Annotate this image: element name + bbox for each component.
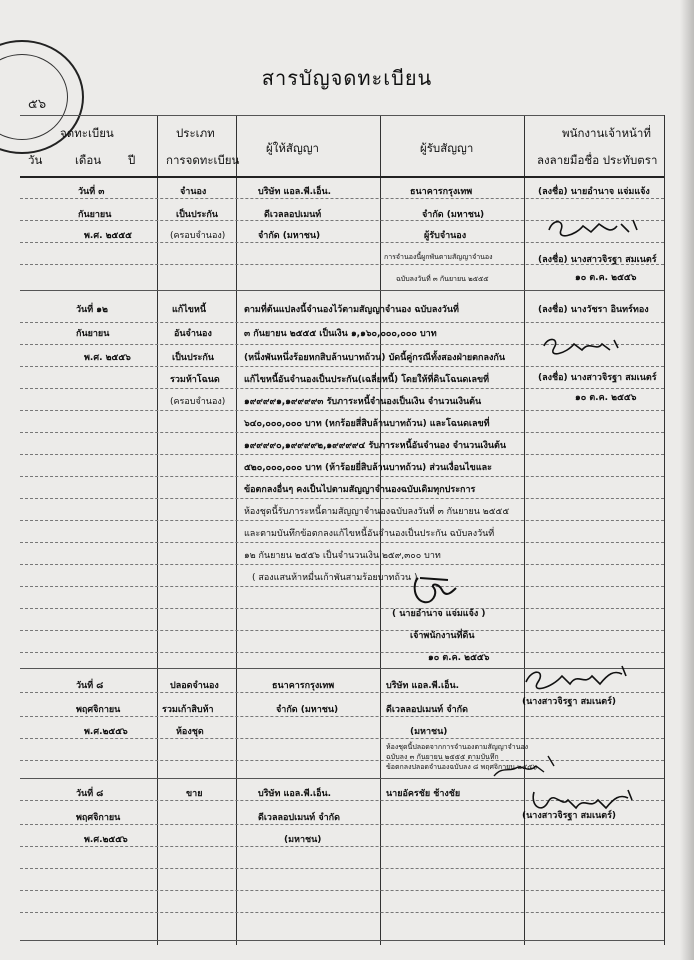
entry1-type-2: เป็นประกัน xyxy=(176,210,218,220)
entry1-handwritten-signature xyxy=(545,214,645,240)
header-type-1: ประเภท xyxy=(176,126,215,140)
header-official-2: ลงลายมือชื่อ ประทับตรา xyxy=(537,153,658,167)
ruled-line xyxy=(20,366,664,367)
entry-separator-line xyxy=(20,778,664,779)
entry3-note-2: ฉบับลง ๓ กันยายน ๒๕๕๕ ตามบันทึก xyxy=(386,753,499,761)
entry2-type-2: อันจำนอง xyxy=(174,329,212,339)
ruled-line xyxy=(20,692,664,693)
entry3-type-1: ปลอดจำนอง xyxy=(170,681,219,691)
entry2-type-4: รวมห้าโฉนด xyxy=(170,375,220,385)
header-grantee: ผู้รับสัญญา xyxy=(420,141,474,155)
header-registration: จดทะเบียน xyxy=(60,126,114,140)
entry3-note-1: ห้องชุดนี้ปลอดจากการจำนองตามสัญญาจำนอง xyxy=(386,743,529,751)
ruled-line xyxy=(20,432,664,433)
entry2-official-date: ๑๐ ต.ค. ๒๕๕๖ xyxy=(575,393,637,403)
entry2-officer-signature xyxy=(408,574,468,608)
entry2-type-1: แก้ไขหนี้ xyxy=(172,305,207,315)
entry4-grantor-2: ดีเวลลอปเมนท์ จำกัด xyxy=(258,813,340,823)
right-border xyxy=(664,115,665,945)
entry1-grantee-3: ผู้รับจำนอง xyxy=(424,231,467,241)
ruled-line xyxy=(20,388,664,389)
entry2-signer-date: ๑๐ ต.ค. ๒๕๕๖ xyxy=(428,653,490,663)
entry2-type-5: (ครอบจำนอง) xyxy=(170,397,226,407)
entry4-date-month: พฤศจิกายน xyxy=(76,813,121,823)
entry2-body-8: ๕๒๐,๐๐๐,๐๐๐ บาท (ห้าร้อยยี่สิบล้านบาทถ้วน) ส่วนเงื่อนไขและ xyxy=(244,463,492,473)
ruled-line xyxy=(20,738,664,739)
entry4-date-year: พ.ศ.๒๕๕๖ xyxy=(84,835,128,845)
entry2-body-7: ๑๙๙๙๙๐,๑๙๙๙๙๒,๑๙๙๙๙๔ รับภาระหนี้อันจำนอง จำนวนเงินต้น xyxy=(244,441,507,451)
ruled-line xyxy=(20,242,664,243)
ruled-line xyxy=(20,868,664,869)
ruled-line xyxy=(20,652,664,653)
ruled-line xyxy=(20,760,664,761)
entry2-official-2: (ลงชื่อ) นางสาวจิรฐา สมเนตร์ xyxy=(538,373,657,383)
ruled-line xyxy=(20,890,664,891)
entry2-body2-2: และตามบันทึกข้อตกลงแก้ไขหนี้อันจำนองเป็นประกัน ฉบับลงวันที่ xyxy=(244,529,495,539)
entry4-grantee-1: นายอัครชัย ช้างชัย xyxy=(386,789,461,799)
entry2-body2-4: ( สองแสนห้าหมื่นเก้าพันสามร้อยบาทถ้วน ) xyxy=(252,573,418,583)
entry3-type-3: ห้องชุด xyxy=(176,727,204,737)
entry2-body2-3: ๑๒ กันยายน ๒๕๕๖ เป็นจำนวนเงิน ๒๕๙,๓๐๐ บาท xyxy=(244,551,441,561)
entry3-date-month: พฤศจิกายน xyxy=(76,705,121,715)
header-top-rule xyxy=(20,115,664,116)
margin-handwritten-mark xyxy=(490,752,560,782)
ruled-line xyxy=(20,716,664,717)
entry4-grantor-1: บริษัท แอล.พี.เอ็น. xyxy=(258,789,332,799)
entry3-date-day: วันที่ ๘ xyxy=(76,681,104,691)
header-bottom-rule xyxy=(20,176,664,178)
entry1-type-1: จำนอง xyxy=(180,187,207,197)
entry2-type-3: เป็นประกัน xyxy=(172,353,214,363)
entry1-official-1: (ลงชื่อ) นายอำนาจ แจ่มแจ้ง xyxy=(538,187,650,197)
col-divider-2 xyxy=(236,115,237,945)
entry1-grantee-1: ธนาคารกรุงเทพ xyxy=(410,187,473,197)
entry1-date-month: กันยายน xyxy=(78,210,112,220)
header-day: วัน xyxy=(28,153,43,167)
entry2-handwritten-signature xyxy=(540,334,630,358)
entry-separator-line xyxy=(20,940,664,941)
entry1-official-date: ๑๐ ต.ค. ๒๕๕๖ xyxy=(575,273,637,283)
entry2-body2-1: ห้องชุดนี้รับภาระหนี้ตามสัญญาจำนองฉบับลงวันที่ ๓ กันยายน ๒๕๕๕ xyxy=(244,507,510,517)
entry2-signer-name: ( นายอำนาจ แจ่มแจ้ง ) xyxy=(392,609,486,619)
ruled-line xyxy=(20,498,664,499)
entry2-date-month: กันยายน xyxy=(76,329,110,339)
header-month: เดือน xyxy=(75,153,102,167)
ruled-line xyxy=(20,542,664,543)
ruled-line xyxy=(20,454,664,455)
entry1-note-2: ฉบับลงวันที่ ๓ กันยายน ๒๕๕๕ xyxy=(396,275,489,283)
ruled-line xyxy=(20,630,664,631)
ruled-line xyxy=(20,322,664,323)
entry2-date-year: พ.ศ. ๒๕๕๖ xyxy=(84,353,131,363)
entry1-date-day: วันที่ ๓ xyxy=(78,187,105,197)
ruled-line xyxy=(20,520,664,521)
entry3-grantor-1: ธนาคารกรุงเทพ xyxy=(272,681,335,691)
entry1-grantor-2: ดีเวลลอปเมนท์ xyxy=(264,210,322,220)
entry2-date-day: วันที่ ๑๒ xyxy=(76,305,108,315)
header-type-2: การจดทะเบียน xyxy=(166,153,240,167)
entry2-body-2: ๓ กันยายน ๒๕๕๕ เป็นเงิน ๑,๑๖๐,๐๐๐,๐๐๐ บาท xyxy=(244,329,437,339)
page-title: สารบัญจดทะเบียน xyxy=(261,66,433,90)
entry3-date-year: พ.ศ.๒๕๕๖ xyxy=(84,727,128,737)
entry4-type-1: ขาย xyxy=(186,789,203,799)
col-divider-1 xyxy=(157,115,158,945)
page-edge-shadow xyxy=(680,0,694,960)
entry1-note-1: การจำนองนี้ผูกพันตามสัญญาจำนอง xyxy=(384,253,493,261)
ruled-line xyxy=(20,198,664,199)
entry2-body-6: ๖๔๐,๐๐๐,๐๐๐ บาท (หกร้อยสี่สิบล้านบาทถ้วน) และโฉนดเลขที่ xyxy=(244,419,490,429)
entry3-official-name: (นางสาวจิรฐา สมเนตร์) xyxy=(522,697,617,707)
entry1-type-3: (ครอบจำนอง) xyxy=(170,231,226,241)
ruled-line xyxy=(20,846,664,847)
entry1-grantor-1: บริษัท แอล.พี.เอ็น. xyxy=(258,187,332,197)
entry4-date-day: วันที่ ๘ xyxy=(76,789,104,799)
entry2-official-1: (ลงชื่อ) นางวัชรา อินทร์ทอง xyxy=(538,305,649,315)
ruled-line xyxy=(20,564,664,565)
entry1-grantee-2: จำกัด (มหาชน) xyxy=(422,210,485,220)
header-grantor: ผู้ให้สัญญา xyxy=(266,141,320,155)
entry1-official-2: (ลงชื่อ) นางสาวจิรฐา สมเนตร์ xyxy=(538,255,657,265)
entry2-body-5: ๑๙๙๙๙๑,๑๙๙๙๙๓ รับภาระหนี้จำนองเป็นเงิน จำนวนเงินต้น xyxy=(244,397,482,407)
ruled-line xyxy=(20,586,664,587)
header-official-1: พนักงานเจ้าหน้าที่ xyxy=(562,126,651,140)
stamp-number: ๕๖ xyxy=(28,97,47,112)
entry-separator-line xyxy=(20,290,664,291)
entry3-type-2: รวมเก้าสิบห้า xyxy=(162,705,214,715)
entry3-grantee-3: (มหาชน) xyxy=(410,727,448,737)
entry4-grantor-3: (มหาชน) xyxy=(284,835,322,845)
entry3-grantor-2: จำกัด (มหาชน) xyxy=(276,705,339,715)
entry3-grantee-2: ดีเวลลอปเมนท์ จำกัด xyxy=(386,705,468,715)
entry3-handwritten-signature xyxy=(522,662,632,692)
entry2-body-9: ข้อตกลงอื่นๆ คงเป็นไปตามสัญญาจำนองฉบับเดิมทุกประการ xyxy=(244,485,476,495)
entry2-body-4: แก้ไขหนี้อันจำนองเป็นประกัน(เฉลี่ยหนี้) โดยให้ที่ดินโฉนดเลขที่ xyxy=(244,375,490,385)
entry3-note-3: ข้อตกลงปลอดจำนองฉบับลง ๘ พฤศจิกายน ๒๕๕๖ xyxy=(386,763,537,771)
ruled-line xyxy=(20,608,664,609)
entry2-body-1: ตามที่ต้นแปลงนี้จำนองไว้ตามสัญญาจำนอง ฉบับลงวันที่ xyxy=(244,305,459,315)
entry2-signer-title: เจ้าพนักงานที่ดิน xyxy=(410,631,475,641)
entry1-grantor-3: จำกัด (มหาชน) xyxy=(258,231,321,241)
ruled-line xyxy=(20,824,664,825)
ruled-line xyxy=(20,410,664,411)
entry4-official-name: (นางสาวจิรฐา สมเนตร์) xyxy=(522,811,617,821)
entry3-grantee-1: บริษัท แอล.พี.เอ็น. xyxy=(386,681,460,691)
ruled-line xyxy=(20,912,664,913)
header-year: ปี xyxy=(128,153,136,167)
ruled-line xyxy=(20,476,664,477)
entry2-body-3: (หนึ่งพันหนึ่งร้อยหกสิบล้านบาทถ้วน) บัดนี้คู่กรณีทั้งสองฝ่ายตกลงกัน xyxy=(244,353,505,363)
entry1-date-year: พ.ศ. ๒๕๕๕ xyxy=(84,231,132,241)
